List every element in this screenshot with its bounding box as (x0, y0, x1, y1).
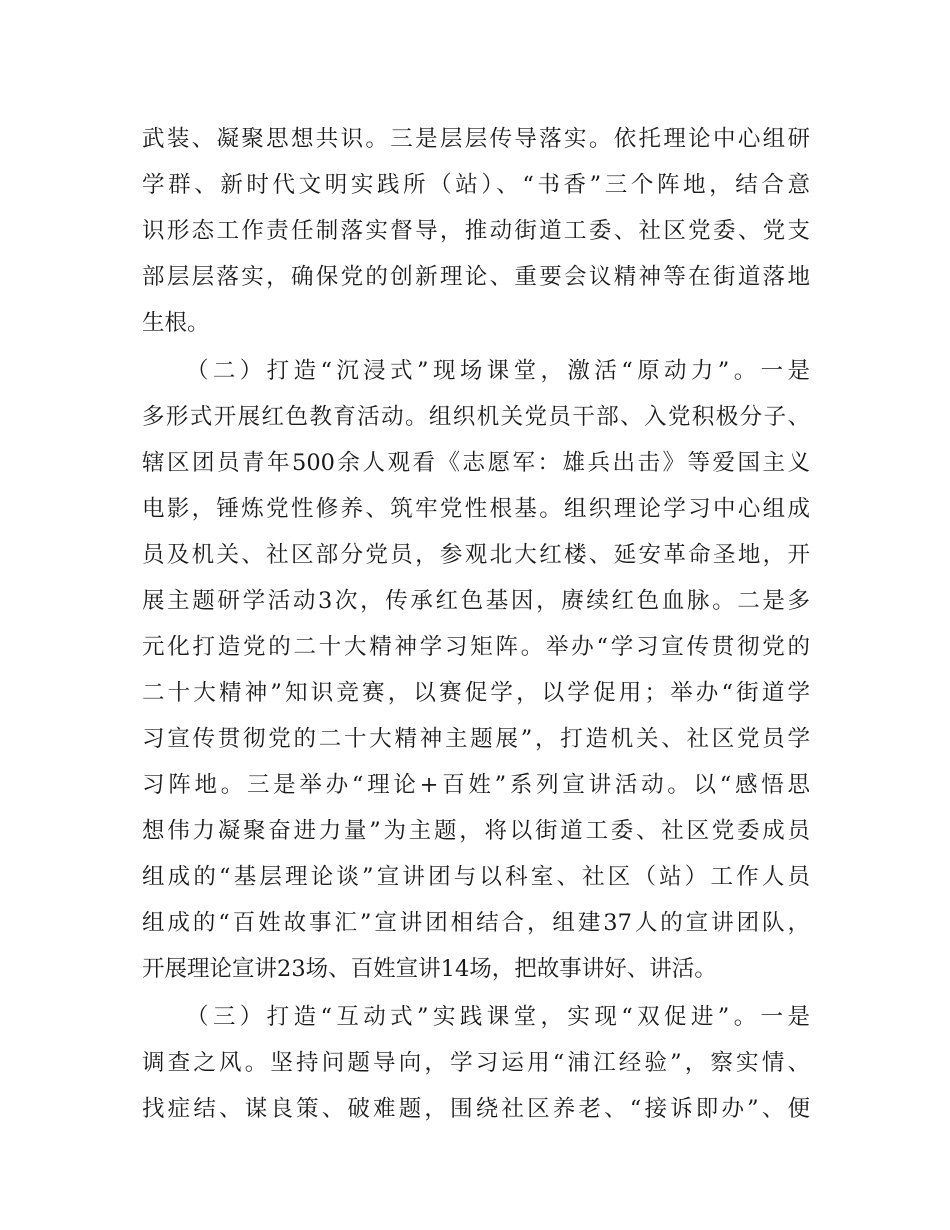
text-line: 学群、新时代文明实践所（站）、“书香”三个阵地，结合意 (142, 172, 810, 198)
text-line: 辖区团员青年500余人观看《志愿军：雄兵出击》等爱国主义 (142, 450, 810, 476)
text-line: 组成的“基层理论谈”宣讲团与以科室、社区（站）工作人员 (142, 864, 810, 890)
text-line: 元化打造党的二十大精神学习矩阵。举办“学习宣传贯彻党的 (142, 634, 810, 660)
text-line: 习阵地。三是举办“理论+百姓”系列宣讲活动。以“感悟思 (142, 772, 810, 798)
text-line: 开展理论宣讲23场、百姓宣讲14场，把故事讲好、讲活。 (142, 956, 717, 982)
text-line: 电影，锤炼党性修养、筑牢党性根基。组织理论学习中心组成 (142, 496, 810, 522)
paragraph-3 (142, 994, 810, 1132)
text-line: 武装、凝聚思想共识。三是层层传导落实。依托理论中心组研 (142, 126, 810, 152)
text-line: 生根。 (142, 310, 210, 336)
document-body (142, 116, 810, 1132)
text-line: 组成的“百姓故事汇”宣讲团相结合，组建37人的宣讲团队， (142, 910, 810, 936)
text-line: 识形态工作责任制落实督导，推动街道工委、社区党委、党支 (142, 218, 810, 244)
text-line: 调查之风。坚持问题导向，学习运用“浦江经验”，察实情、 (142, 1050, 810, 1076)
text-line: 找症结、谋良策、破难题，围绕社区养老、“接诉即办”、便 (142, 1096, 810, 1122)
text-line: 二十大精神”知识竞赛，以赛促学，以学促用；举办“街道学 (142, 680, 810, 706)
text-line: 习宣传贯彻党的二十大精神主题展”，打造机关、社区党员学 (142, 726, 810, 752)
text-line: 部层层落实，确保党的创新理论、重要会议精神等在街道落地 (142, 264, 810, 290)
text-line: 员及机关、社区部分党员，参观北大红楼、延安革命圣地，开 (142, 542, 810, 568)
section-heading-line: （三）打造“互动式”实践课堂，实现“双促进”。一是 (186, 1004, 810, 1030)
section-heading-line: （二）打造“沉浸式”现场课堂，激活“原动力”。一是 (186, 358, 810, 384)
text-line: 想伟力凝聚奋进力量”为主题，将以街道工委、社区党委成员 (142, 818, 810, 844)
paragraph-1 (142, 116, 810, 346)
text-line: 多形式开展红色教育活动。组织机关党员干部、入党积极分子、 (142, 404, 810, 430)
text-line: 展主题研学活动3次，传承红色基因，赓续红色血脉。二是多 (142, 588, 810, 614)
paragraph-2 (142, 348, 810, 992)
